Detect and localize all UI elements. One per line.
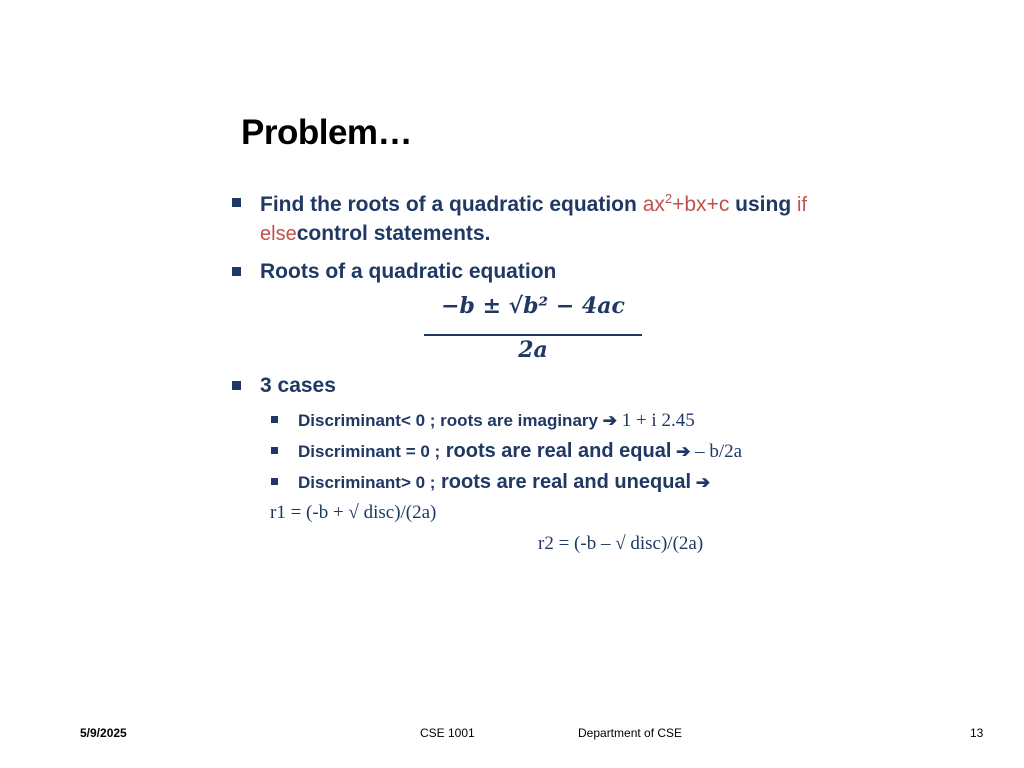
- slide-title: Problem…: [241, 113, 413, 152]
- bullet-marker: [232, 267, 241, 276]
- bullet-find-roots-line2: [260, 222, 490, 246]
- footer-page-number: 13: [970, 726, 984, 740]
- footer-department: Department of CSE: [578, 726, 683, 740]
- bullet-three-cases: 3 cases: [260, 374, 336, 397]
- root-r2-formula: r2 = (-b – √ disc)/(2a): [538, 533, 704, 554]
- arrow-icon: ➔: [602, 411, 617, 430]
- quadratic-expression: $ax^2+bx+c$: [642, 191, 730, 216]
- bullet-marker: [232, 198, 241, 207]
- arrow-icon: ➔: [676, 442, 691, 461]
- case-example: 1 + i 2.45: [616, 410, 695, 431]
- footer-date: 5/9/2025: [80, 726, 127, 740]
- case-imaginary: Discriminant< 0 ; roots are imaginary ➔ 1 + i 2.45: [298, 410, 695, 431]
- formula-denominator: 2a: [518, 337, 548, 363]
- footer-course: CSE 1001: [420, 726, 475, 740]
- bullet-roots-heading: Roots of a quadratic equation: [260, 260, 557, 283]
- case-example: – b/2a: [690, 441, 743, 462]
- bullet-text: Find the roots of a quadratic equation: [260, 193, 643, 216]
- sub-bullet-marker: [271, 416, 278, 423]
- sub-bullet-marker: [271, 447, 278, 454]
- sub-bullet-marker: [271, 478, 278, 485]
- bullet-find-roots-line1: [260, 191, 807, 217]
- bullet-text: using: [729, 193, 797, 216]
- formula-numerator: −b ± √b² − 4ac: [441, 293, 625, 319]
- root-r1-formula: r1 = (-b + √ disc)/(2a): [270, 502, 437, 523]
- formula-fraction-bar: [424, 334, 642, 336]
- case-real-unequal: Discriminant> 0 ; roots are real and unequal ➔: [298, 471, 711, 493]
- bullet-text: control statements.: [296, 222, 491, 245]
- arrow-icon: ➔: [695, 473, 711, 492]
- keyword-else: else: [260, 223, 297, 245]
- bullet-marker: [232, 381, 241, 390]
- case-real-equal: Discriminant = 0 ; roots are real and equal ➔ – b/2a: [298, 440, 743, 462]
- keyword-if: if: [797, 194, 807, 216]
